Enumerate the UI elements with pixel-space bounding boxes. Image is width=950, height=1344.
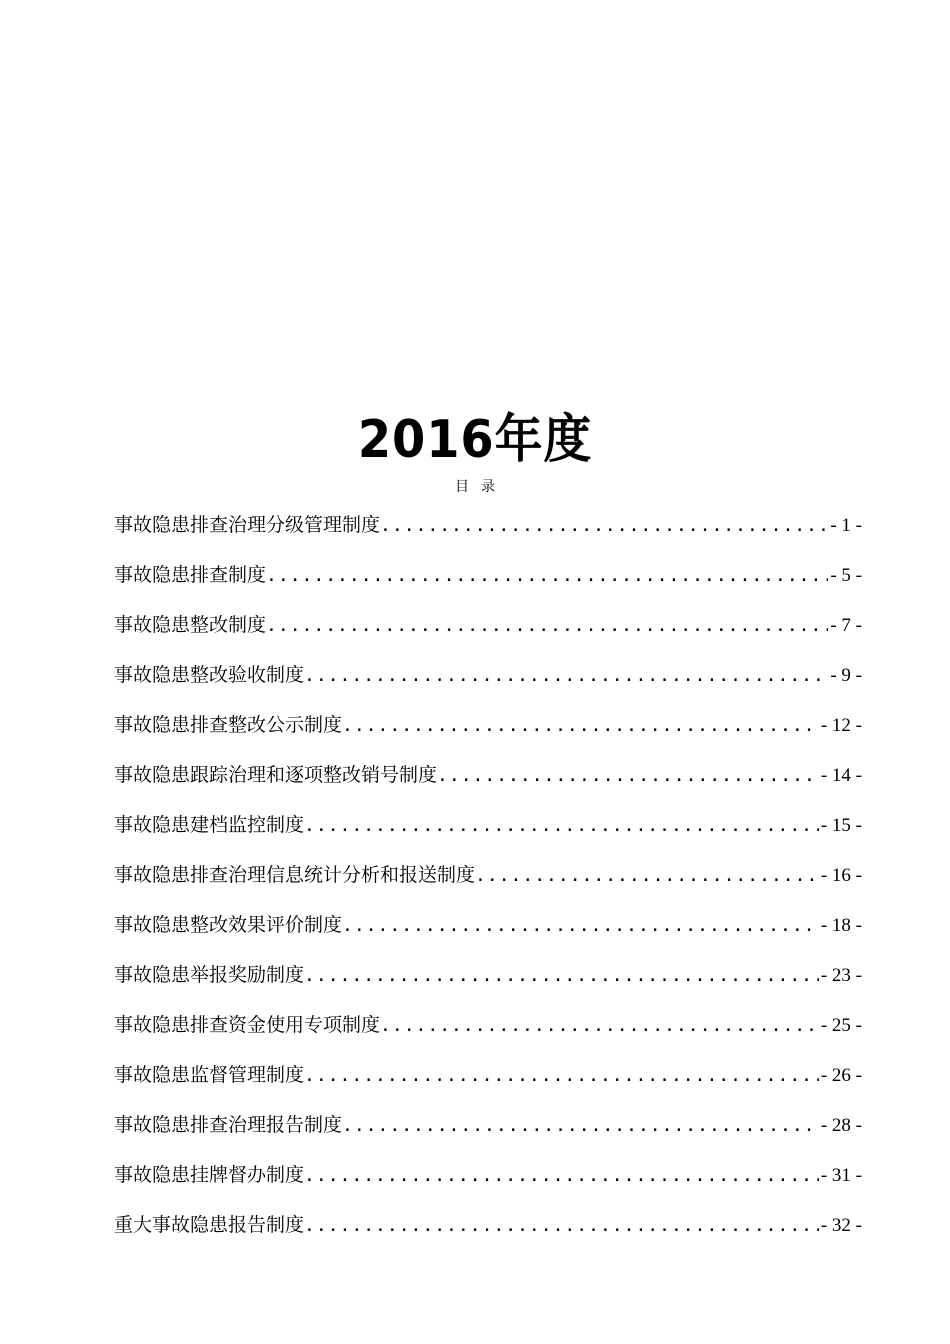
toc-entry[interactable] [114, 558, 862, 608]
toc-entry[interactable] [114, 608, 862, 658]
toc-dot-leader [380, 1009, 819, 1043]
toc-entry-title: 事故隐患排查治理分级管理制度 [114, 514, 381, 536]
toc-entry-page: - 31 - [820, 1165, 862, 1186]
toc-entry[interactable] [114, 508, 862, 558]
toc-dot-leader [475, 859, 819, 893]
toc-entry-page: - 23 - [820, 965, 862, 986]
toc-dot-leader [304, 959, 819, 993]
toc-entry-page: - 9 - [830, 665, 862, 686]
toc-dot-leader [380, 509, 828, 543]
toc-entry-page: - 16 - [820, 865, 862, 886]
toc-entry-title: 事故隐患跟踪治理和逐项整改销号制度 [114, 764, 438, 786]
toc-entry-page: - 32 - [820, 1215, 862, 1236]
toc-entry[interactable] [114, 758, 862, 808]
toc-dot-leader [342, 909, 819, 943]
table-of-contents [114, 508, 862, 1258]
toc-entry-page: - 26 - [820, 1065, 862, 1086]
toc-dot-leader [437, 759, 819, 793]
toc-dot-leader [266, 609, 828, 643]
toc-entry[interactable] [114, 958, 862, 1008]
toc-entry-title: 事故隐患排查治理报告制度 [114, 1114, 343, 1136]
toc-dot-leader [304, 659, 828, 693]
toc-entry-title: 事故隐患挂牌督办制度 [114, 1164, 305, 1186]
toc-entry[interactable] [114, 908, 862, 958]
toc-entry-page: - 5 - [830, 565, 862, 586]
toc-entry[interactable] [114, 1058, 862, 1108]
toc-entry[interactable] [114, 1008, 862, 1058]
toc-entry[interactable] [114, 1158, 862, 1208]
toc-entry-title: 事故隐患整改效果评价制度 [114, 914, 343, 936]
toc-entry[interactable] [114, 858, 862, 908]
toc-heading: 目录 [455, 479, 507, 495]
toc-entry-page: - 1 - [830, 515, 862, 536]
toc-dot-leader [342, 709, 819, 743]
toc-dot-leader [266, 559, 828, 593]
toc-entry-title: 事故隐患排查治理信息统计分析和报送制度 [114, 864, 476, 886]
toc-entry-title: 事故隐患监督管理制度 [114, 1064, 305, 1086]
toc-dot-leader [304, 1209, 819, 1243]
toc-entry-title: 事故隐患建档监控制度 [114, 814, 305, 836]
toc-entry-title: 事故隐患举报奖励制度 [114, 964, 305, 986]
toc-entry-page: - 15 - [820, 815, 862, 836]
toc-entry-title: 事故隐患整改制度 [114, 614, 267, 636]
toc-dot-leader [304, 809, 819, 843]
toc-entry-page: - 7 - [830, 615, 862, 636]
toc-dot-leader [304, 1159, 819, 1193]
toc-entry-page: - 28 - [820, 1115, 862, 1136]
toc-entry-title: 重大事故隐患报告制度 [114, 1214, 305, 1236]
toc-entry[interactable] [114, 708, 862, 758]
toc-entry[interactable] [114, 808, 862, 858]
toc-entry-title: 事故隐患排查制度 [114, 564, 267, 586]
document-title: 2016年度 [357, 410, 593, 470]
toc-dot-leader [342, 1109, 819, 1143]
toc-entry[interactable] [114, 1108, 862, 1158]
toc-entry-page: - 12 - [820, 715, 862, 736]
toc-entry-title: 事故隐患整改验收制度 [114, 664, 305, 686]
toc-entry[interactable] [114, 1208, 862, 1258]
toc-entry-page: - 18 - [820, 915, 862, 936]
toc-dot-leader [304, 1059, 819, 1093]
toc-entry[interactable] [114, 658, 862, 708]
toc-entry-page: - 25 - [820, 1015, 862, 1036]
toc-entry-page: - 14 - [820, 765, 862, 786]
toc-entry-title: 事故隐患排查资金使用专项制度 [114, 1014, 381, 1036]
toc-entry-title: 事故隐患排查整改公示制度 [114, 714, 343, 736]
